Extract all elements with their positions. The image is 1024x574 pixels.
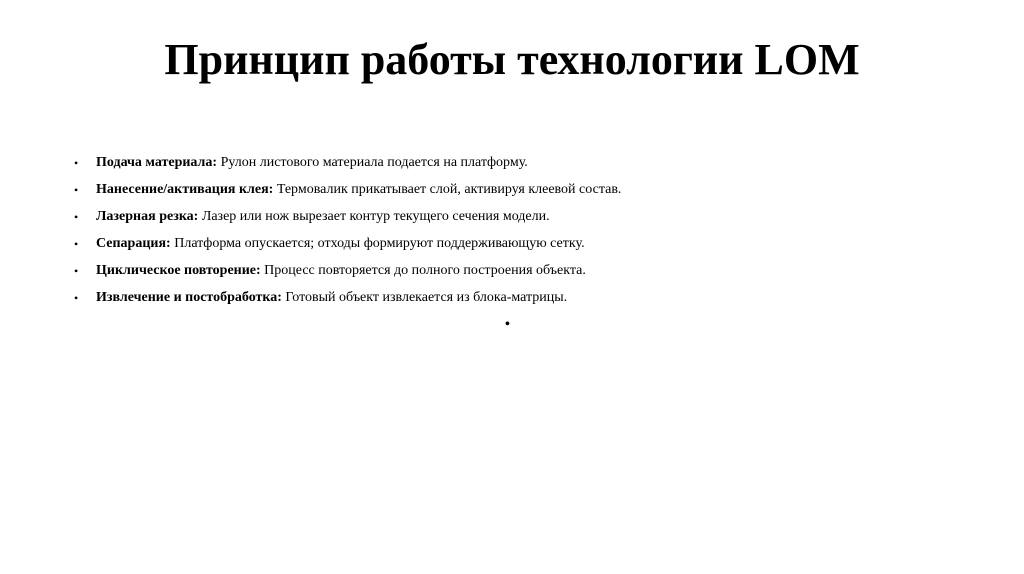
item-term: Нанесение/активация клея: [96, 182, 274, 197]
item-text: Лазер или нож вырезает контур текущего сечения модели. [198, 209, 550, 224]
bullet-icon: • [74, 264, 79, 278]
list-item [74, 154, 621, 181]
item-text: Процесс повторяется до полного построения объекта. [260, 263, 586, 278]
item-text: Термовалик прикатывает слой, активируя клеевой состав. [273, 182, 622, 197]
item-term: Сепарация: [96, 236, 171, 251]
item-text: Рулон листового материала подается на платформу. [217, 155, 528, 170]
bullet-icon: • [74, 237, 79, 251]
bullet-icon: • [74, 291, 79, 305]
list-item [74, 181, 621, 208]
bullet-list [74, 154, 621, 316]
item-term: Циклическое повторение: [96, 263, 261, 278]
bullet-icon: • [74, 183, 79, 197]
list-item [74, 262, 621, 289]
item-text: Платформа опускается; отходы формируют поддерживающую сетку. [170, 236, 585, 251]
list-item [74, 235, 621, 262]
bullet-icon: • [74, 156, 79, 170]
bullet-icon: • [74, 210, 79, 224]
empty-bullet-icon: • [505, 317, 510, 332]
list-item [74, 289, 621, 316]
item-term: Лазерная резка: [96, 209, 199, 224]
item-term: Извлечение и постобработка: [96, 290, 282, 305]
list-item [74, 208, 621, 235]
item-term: Подача материала: [96, 155, 218, 170]
slide-title: Принцип работы технологии LOM [164, 35, 860, 84]
item-text: Готовый объект извлекается из блока-матрицы. [281, 290, 568, 305]
